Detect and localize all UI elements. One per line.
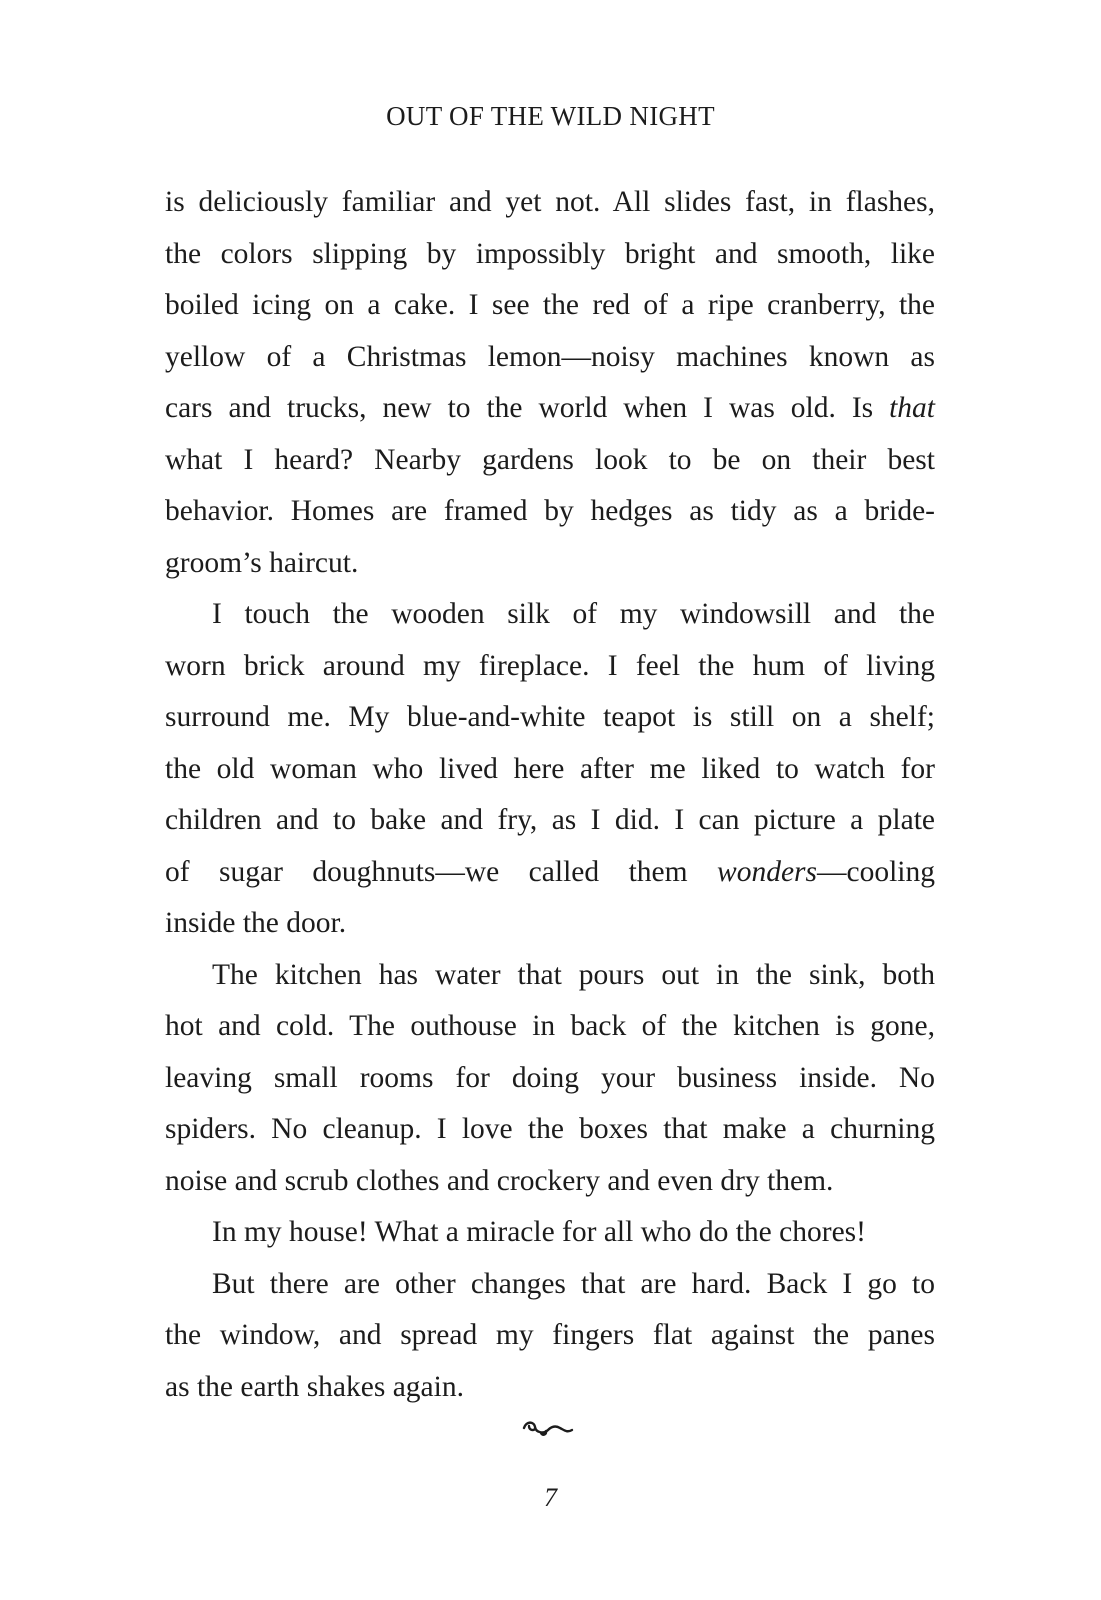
text-line: The kitchen has water that pours out in the sink, both: [212, 958, 935, 991]
text-line: is deliciously familiar and yet not. All slides fast, in flashes,: [165, 186, 935, 218]
text-line: behavior. Homes are framed by hedges as tidy as a bride-: [165, 495, 935, 527]
text-line: inside the door.: [165, 907, 347, 939]
text-line: children and to bake and fry, as I did. I can picture a plate: [165, 804, 935, 836]
text-line: worn brick around my fireplace. I feel the hum of living: [165, 649, 935, 682]
running-head: OUT OF THE WILD NIGHT: [386, 101, 715, 131]
text-line: I touch the wooden silk of my windowsill and the: [212, 598, 935, 630]
text-line: as the earth shakes again.: [165, 1370, 464, 1403]
curl-ornament-icon: [520, 1418, 576, 1440]
text-line: hot and cold. The outhouse in back of the kitchen is gone,: [165, 1010, 935, 1042]
paragraph-5: [165, 1259, 935, 1414]
text-segment: of sugar doughnuts—we called them: [165, 855, 718, 888]
text-line: the old woman who lived here after me liked to watch for: [165, 752, 935, 785]
text-line: groom’s haircut.: [165, 546, 359, 579]
text-line: what I heard? Nearby gardens look to be on their best: [165, 443, 935, 476]
text-line: [165, 847, 935, 899]
text-segment: —cooling: [817, 855, 935, 888]
text-line: boiled icing on a cake. I see the red of a ripe cranberry, the: [165, 289, 935, 321]
body-text: [165, 177, 935, 1413]
text-segment: cars and trucks, new to the world when I was old. Is: [165, 392, 890, 424]
text-line: surround me. My blue-and-white teapot is still on a shelf;: [165, 701, 935, 733]
paragraph-3: [165, 950, 935, 1208]
emphasis-that: that: [889, 392, 935, 424]
paragraph-2: [165, 589, 935, 950]
paragraph-4: [165, 1207, 935, 1259]
text-line: leaving small rooms for doing your business inside. No: [165, 1061, 935, 1094]
text-line: In my house! What a miracle for all who do the chores!: [212, 1216, 866, 1248]
text-line: the window, and spread my fingers flat against the panes: [165, 1319, 935, 1351]
text-line: [165, 383, 935, 435]
text-line: spiders. No cleanup. I love the boxes that make a churning: [165, 1113, 935, 1145]
emphasis-wonders: wonders: [717, 855, 817, 888]
text-line: But there are other changes that are hard. Back I go to: [212, 1267, 935, 1300]
page-number: 7: [544, 1483, 557, 1512]
text-line: the colors slipping by impossibly bright and smooth, like: [165, 237, 935, 270]
text-line: yellow of a Christmas lemon—noisy machines known as: [165, 340, 935, 373]
text-line: noise and scrub clothes and crockery and even dry them.: [165, 1164, 834, 1197]
paragraph-1: [165, 177, 935, 589]
